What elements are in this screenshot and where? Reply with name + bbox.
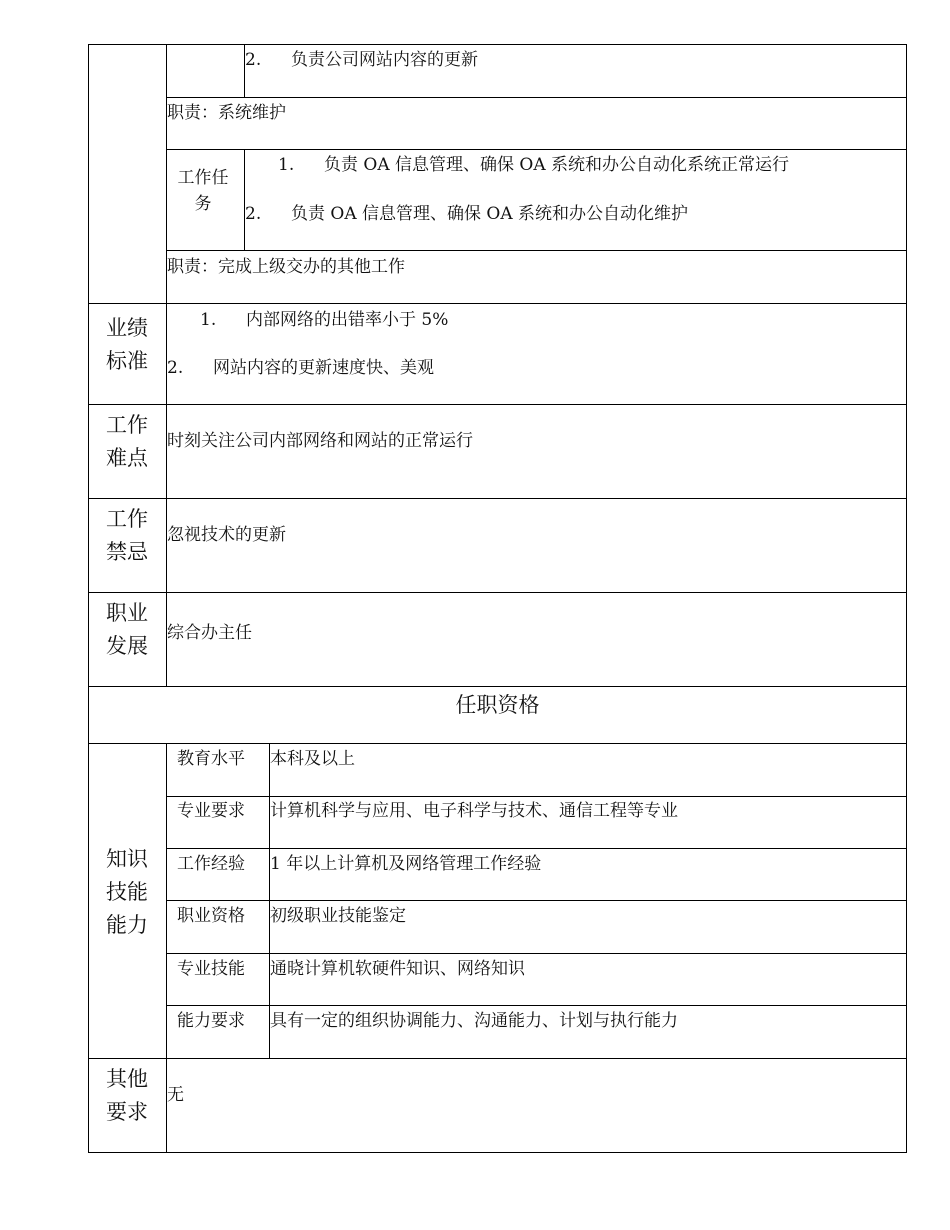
performance-item [200,309,448,331]
performance-item-text: 网站内容的更新速度快、美观 [213,358,434,378]
performance-label: 业绩标准 [106,316,148,373]
section-divider [88,1058,907,1059]
knowledge-item-name: 专业技能 [177,959,245,979]
knowledge-item-name: 职业资格 [177,906,245,926]
knowledge-item-value: 计算机科学与应用、电子科学与技术、通信工程等专业 [270,801,678,821]
taboo-text: 忽视技术的更新 [167,525,286,545]
performance-item-number: 2. [167,358,184,378]
performance-item-text: 内部网络的出错率小于 5% [246,310,449,330]
knowledge-row-divider [166,796,907,797]
section-divider [88,404,907,405]
task-column-divider [244,149,245,251]
duty-item-number: 2. [245,50,262,70]
task-item [245,203,688,225]
section-divider [88,743,907,744]
frame-top [88,44,907,45]
frame-right [906,44,907,1153]
knowledge-row-divider [166,953,907,954]
knowledge-item-value: 初级职业技能鉴定 [270,906,406,926]
frame-bottom [88,1152,907,1153]
knowledge-item-value: 本科及以上 [270,749,355,769]
knowledge-item-name: 工作经验 [177,854,245,874]
row-divider [166,97,907,98]
taboo-label: 工作禁忌 [106,507,148,564]
knowledge-row-divider [166,848,907,849]
task-item-number: 1. [278,155,295,175]
knowledge-item-name: 专业要求 [177,801,245,821]
task-item [278,154,789,176]
knowledge-item-name: 能力要求 [177,1011,245,1031]
performance-item [167,357,434,379]
knowledge-item-value: 具有一定的组织协调能力、沟通能力、计划与执行能力 [270,1011,678,1031]
difficulty-label: 工作难点 [106,413,148,470]
career-text: 综合办主任 [167,623,252,643]
knowledge-row-divider [166,900,907,901]
task-item-number: 2. [245,204,262,224]
section-divider [88,498,907,499]
performance-item-number: 1. [200,310,217,330]
other-text: 无 [167,1085,184,1105]
knowledge-label: 知识技能能力 [106,847,148,937]
knowledge-row-divider [166,1005,907,1006]
section-divider [88,686,907,687]
row-divider [166,250,907,251]
section-divider [88,303,907,304]
knowledge-item-name: 教育水平 [177,749,245,769]
career-label: 职业发展 [106,601,148,658]
duty-item [245,49,478,71]
duty-other: 职责：完成上级交办的其他工作 [167,257,405,277]
other-label: 其他要求 [106,1067,148,1124]
duty-system-maintenance: 职责：系统维护 [167,103,286,123]
task-label: 工作任务 [177,168,229,214]
knowledge-item-value: 1 年以上计算机及网络管理工作经验 [270,854,542,874]
task-item-text: 负责 OA 信息管理、确保 OA 系统和办公自动化系统正常运行 [324,155,790,175]
task-item-text: 负责 OA 信息管理、确保 OA 系统和办公自动化维护 [291,204,689,224]
section-divider [88,592,907,593]
difficulty-text: 时刻关注公司内部网络和网站的正常运行 [167,431,473,451]
qualification-title: 任职资格 [455,693,540,717]
knowledge-item-value: 通晓计算机软硬件知识、网络知识 [270,959,525,979]
row-divider [166,149,907,150]
duty-item-text: 负责公司网站内容的更新 [291,50,478,70]
